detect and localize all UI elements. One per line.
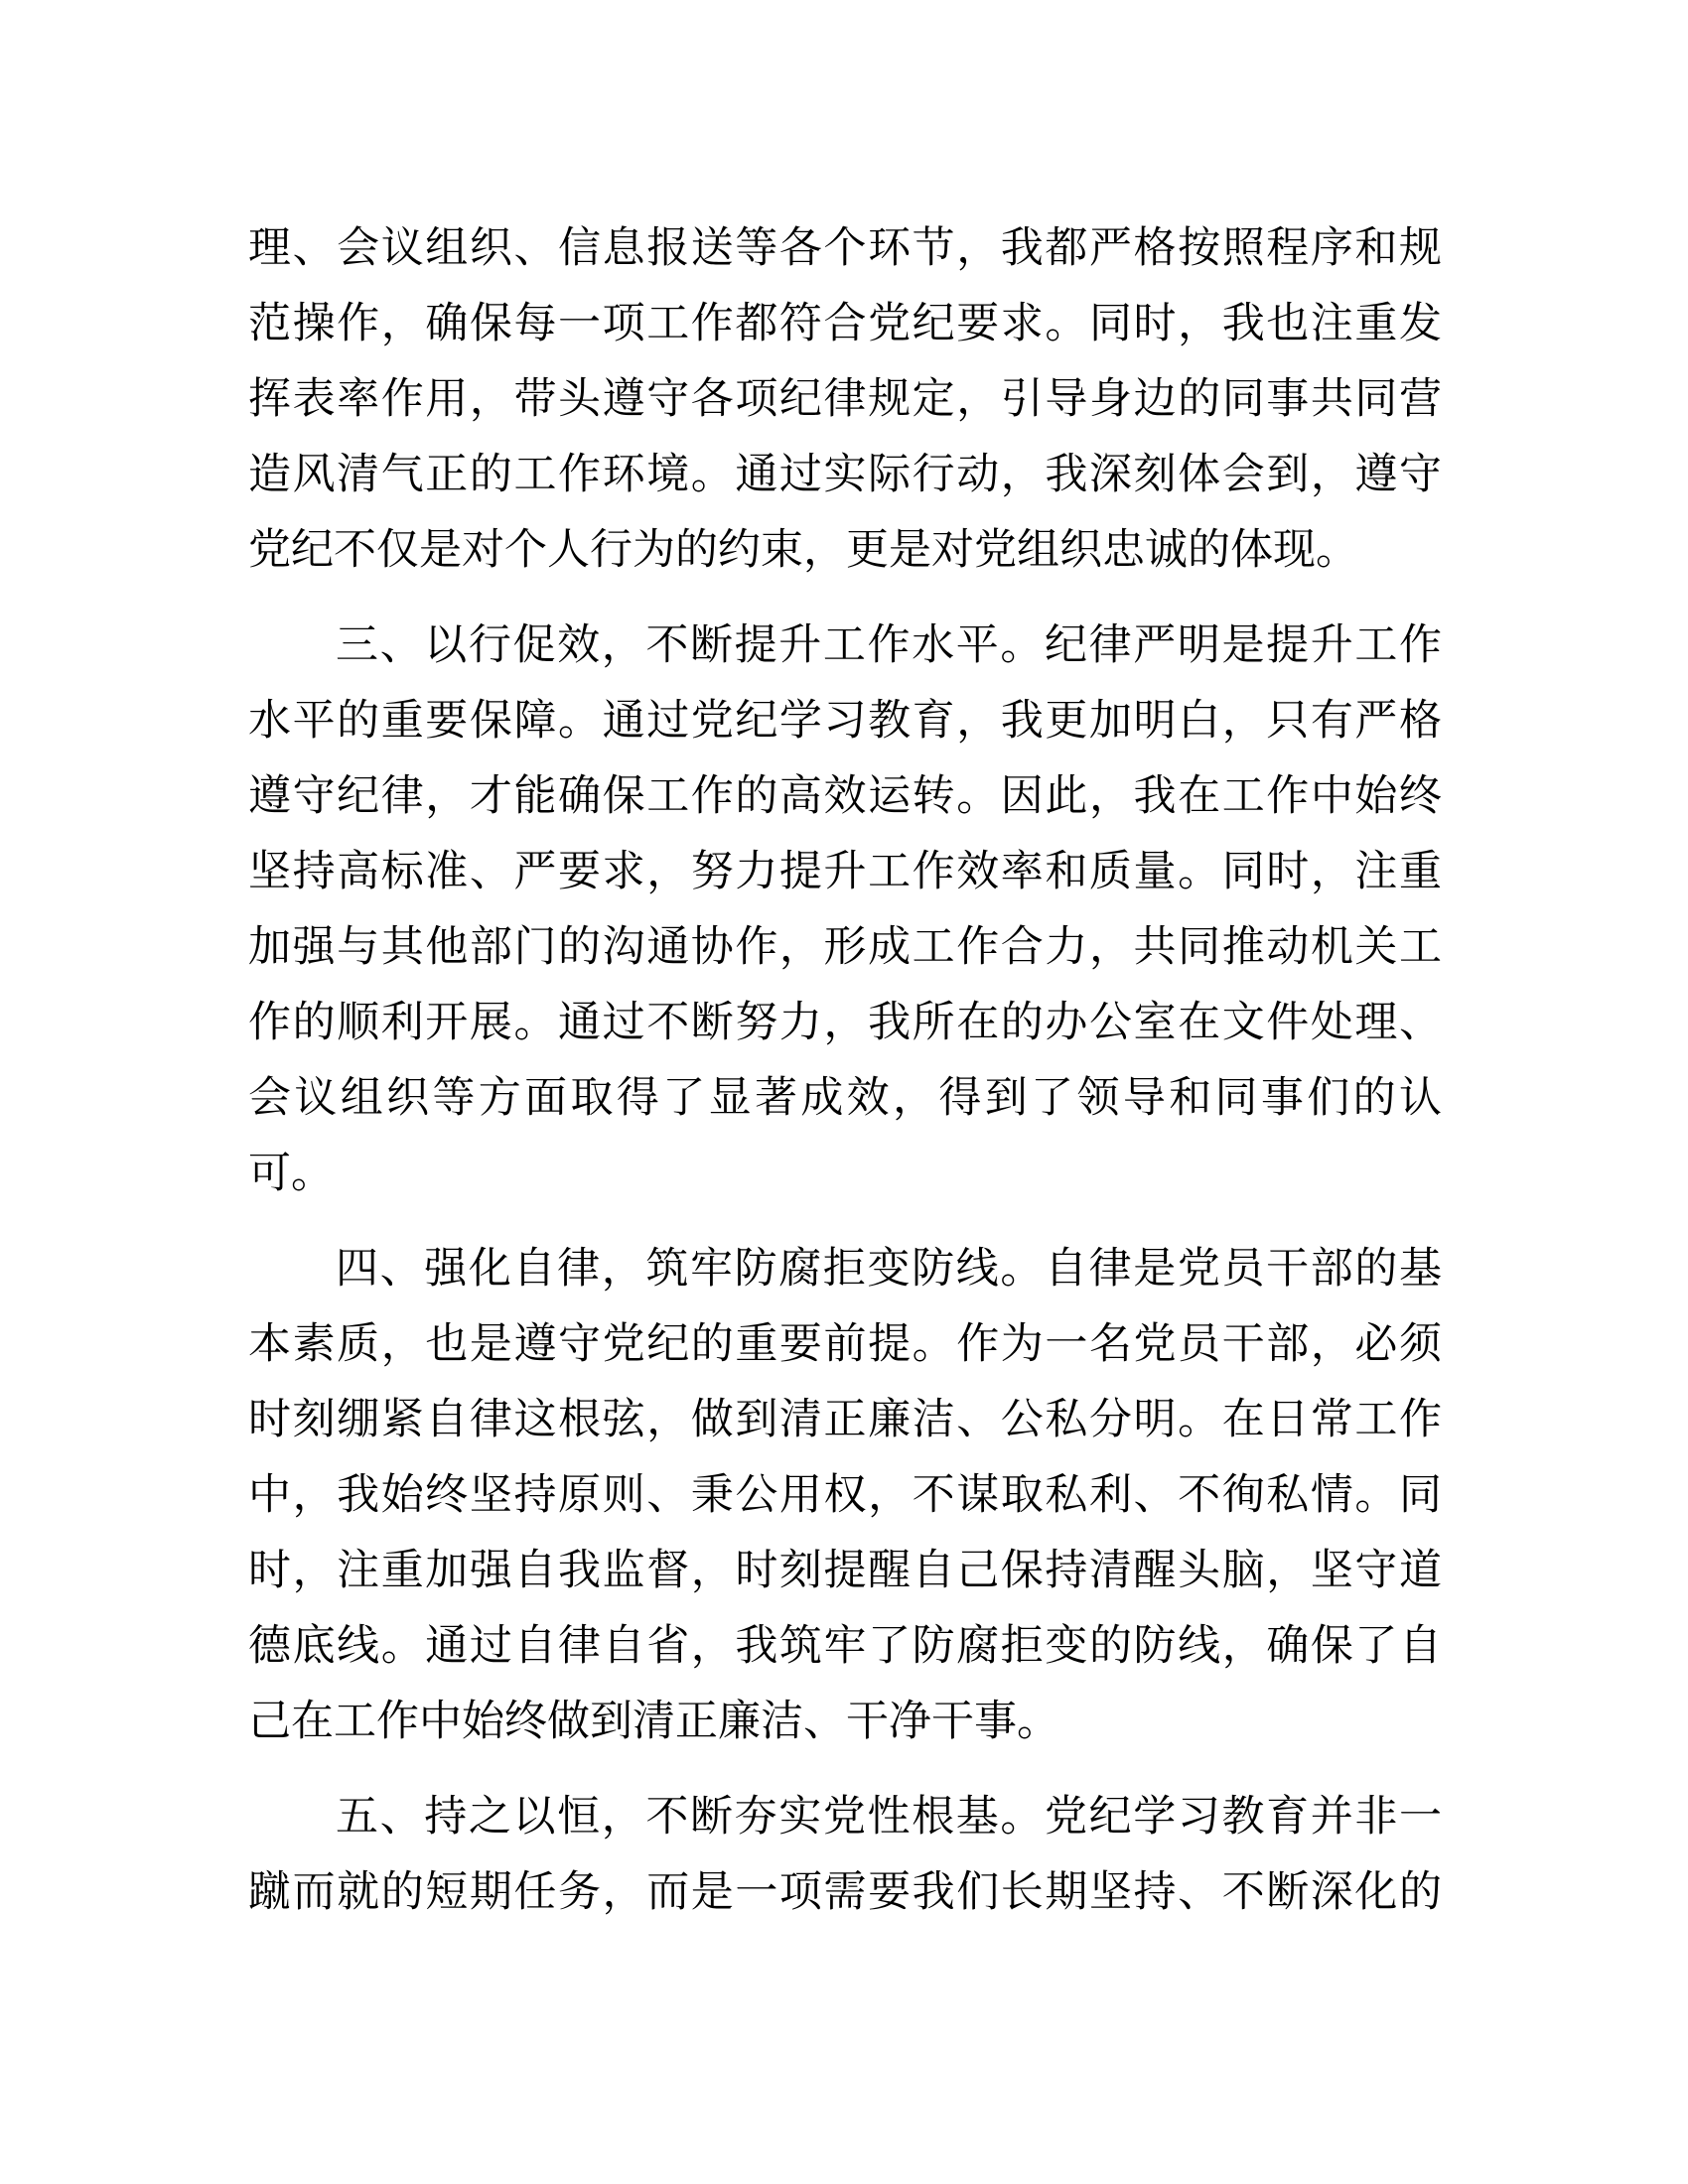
text-line: 时刻绷紧自律这根弦，做到清正廉洁、公私分明。在日常工作	[248, 1395, 1442, 1444]
text-line: 遵守纪律，才能确保工作的高效运转。因此，我在工作中始终	[248, 771, 1442, 821]
text-line: 本素质，也是遵守党纪的重要前提。作为一名党员干部，必须	[248, 1319, 1442, 1369]
text-line: 蹴而就的短期任务，而是一项需要我们长期坚持、不断深化的	[248, 1867, 1442, 1917]
text-line: 四、强化自律，筑牢防腐拒变防线。自律是党员干部的基	[336, 1244, 1442, 1294]
text-line: 党纪不仅是对个人行为的约束，更是对党组织忠诚的体现。	[248, 525, 1358, 575]
text-line: 作的顺利开展。通过不断努力，我所在的办公室在文件处理、	[248, 998, 1442, 1047]
text-line: 挥表率作用，带头遵守各项纪律规定，引导身边的同事共同营	[248, 374, 1442, 424]
text-line: 五、持之以恒，不断夯实党性根基。党纪学习教育并非一	[336, 1792, 1442, 1842]
text-line: 坚持高标准、严要求，努力提升工作效率和质量。同时，注重	[248, 847, 1442, 896]
text-line: 中，我始终坚持原则、秉公用权，不谋取私利、不徇私情。同	[248, 1470, 1442, 1520]
text-line: 造风清气正的工作环境。通过实际行动，我深刻体会到，遵守	[248, 450, 1442, 499]
paragraph	[248, 608, 1442, 1211]
text-line: 时，注重加强自我监督，时刻提醒自己保持清醒头脑，坚守道	[248, 1546, 1442, 1595]
text-line: 己在工作中始终做到清正廉洁、干净干事。	[248, 1697, 1059, 1746]
document-page	[248, 210, 1442, 1950]
text-line: 可。	[248, 1149, 334, 1198]
text-line: 水平的重要保障。通过党纪学习教育，我更加明白，只有严格	[248, 696, 1442, 746]
text-line: 三、以行促效，不断提升工作水平。纪律严明是提升工作	[336, 620, 1442, 670]
text-line: 加强与其他部门的沟通协作，形成工作合力，共同推动机关工	[248, 922, 1442, 972]
paragraph	[248, 210, 1442, 588]
text-line: 会议组织等方面取得了显著成效，得到了领导和同事们的认	[248, 1073, 1442, 1123]
paragraph	[248, 1779, 1442, 1930]
text-line: 范操作，确保每一项工作都符合党纪要求。同时，我也注重发	[248, 299, 1442, 348]
text-line: 理、会议组织、信息报送等各个环节，我都严格按照程序和规	[248, 223, 1442, 273]
text-line: 德底线。通过自律自省，我筑牢了防腐拒变的防线，确保了自	[248, 1621, 1442, 1671]
paragraph	[248, 1231, 1442, 1759]
